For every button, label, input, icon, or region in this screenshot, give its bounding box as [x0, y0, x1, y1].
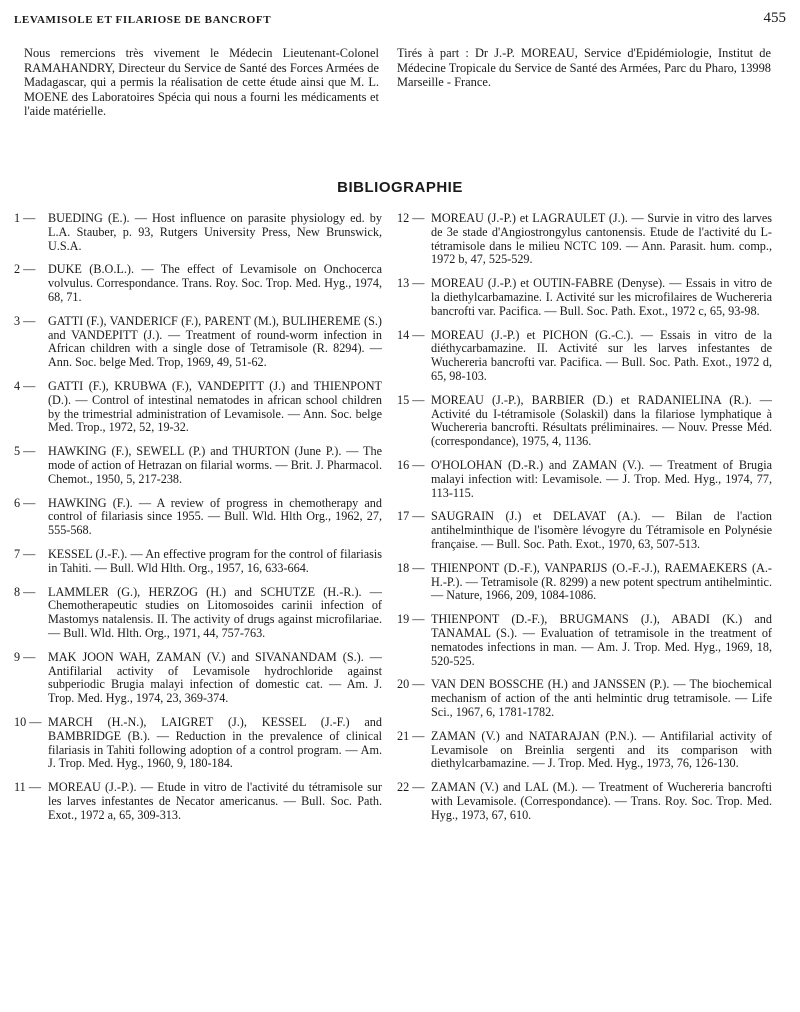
- reference-number: 19 —: [397, 612, 425, 627]
- reference-number: 20 —: [397, 677, 425, 692]
- reference-number: 22 —: [397, 780, 425, 795]
- reference-item: [14, 651, 382, 706]
- reference-item: [397, 781, 772, 822]
- reference-text: MARCH (H.-N.), LAIGRET (J.), KESSEL (J.-F.) and BAMBRIDGE (B.). — Reduction in the prevalence of clinical filariasis in Tahiti following adoption of a control program. — Am. J. Trop. Med. Hyg., 1960, 9, 180-184.: [48, 714, 382, 771]
- running-title: LEVAMISOLE ET FILARIOSE DE BANCROFT: [14, 14, 272, 26]
- reference-text: KESSEL (J.-F.). — An effective program for the control of filariasis in Tahiti. — Bull. Wld Hlth. Org., 1957, 16, 633-664.: [48, 546, 382, 575]
- reference-number: 4 —: [14, 378, 36, 393]
- reference-item: [397, 678, 772, 719]
- reference-text: MOREAU (J.-P.) et PICHON (G.-C.). — Essais in vitro de la diéthycarbamazine. II. Activité sur les larves infestantes de Wuchereria bancrofti var. Pacifica. — Bull. Soc. Path. Exot., 1972 d, 65, 98-103.: [431, 327, 772, 383]
- bibliography-heading: BIBLIOGRAPHIE: [337, 179, 463, 196]
- reference-number: 1 —: [14, 211, 36, 225]
- reference-item: [397, 459, 772, 500]
- reference-text: ZAMAN (V.) and LAL (M.). — Treatment of Wuchereria bancrofti with Levamisole. (Correspondance). — Trans. Roy. Soc. Trop. Med. Hyg., 1973, 67, 610.: [431, 780, 772, 822]
- reference-item: [14, 212, 382, 253]
- reference-number: 12 —: [397, 211, 425, 225]
- reference-text: MOREAU (J.-P.). — Etude in vitro de l'activité du tétramisole sur les larves infestantes de Necator americanus. — Bull. Soc. Path. Exot., 1972 a, 65, 309-313.: [48, 780, 382, 822]
- reprints-column: [397, 46, 771, 90]
- reference-item: [397, 562, 772, 603]
- reference-item: [14, 548, 382, 576]
- reference-number: 9 —: [14, 649, 36, 664]
- reference-item: [14, 315, 382, 370]
- reference-number: 13 —: [397, 276, 425, 291]
- reference-text: VAN DEN BOSSCHE (H.) and JANSSEN (P.). — The biochemical mechanism of action of the anti helmintic drug tetramisole. — Life Sci., 1967, 6, 1781-1782.: [431, 677, 772, 719]
- page-number: 455: [763, 10, 786, 26]
- reference-item: [14, 380, 382, 435]
- reference-text: DUKE (B.O.L.). — The effect of Levamisole on Onchocerca volvulus. Correspondance. Trans. Roy. Soc. Trop. Med. Hyg., 1974, 68, 71.: [48, 262, 382, 304]
- reference-text: ZAMAN (V.) and NATARAJAN (P.N.). — Antifilarial activity of Levamisole on Breinlia sergenti and its comparison with diethylcarbamazine. — J. Trop. Med. Hyg., 1973, 76, 126-130.: [431, 728, 772, 771]
- reference-text: O'HOLOHAN (D.-R.) and ZAMAN (V.). — Treatment of Brugia malayi infection witl: Levamisole. — J. Trop. Med. Hyg., 1974, 77, 113-115.: [431, 457, 772, 500]
- reference-number: 5 —: [14, 444, 36, 459]
- reference-item: [14, 716, 382, 771]
- reference-number: 17 —: [397, 509, 425, 524]
- reference-number: 16 —: [397, 457, 425, 472]
- reference-item: [14, 497, 382, 538]
- reference-number: 7 —: [14, 546, 36, 561]
- reference-text: MOREAU (J.-P.) et LAGRAULET (J.). — Survie in vitro des larves de 3e stade d'Angiostrongylus cantonensis. Etude de l'activité du L-tétramisole dans le milieu NCTC 109. — Ann. Parasit. hum. comp., 1972 b, 47, 525-529.: [431, 211, 772, 267]
- reference-number: 14 —: [397, 327, 425, 342]
- reference-text: MOREAU (J.-P.), BARBIER (D.) et RADANIELINA (R.). — Activité du I-tétramisole (Solaskil) dans la filariose lymphatique à Wuchereria bancrofti. Résultats préliminaires. — Nouv. Presse Méd. (correspondance), 1975, 4, 1136.: [431, 392, 772, 449]
- reference-number: 8 —: [14, 584, 36, 599]
- references-right-column: [397, 212, 772, 832]
- reference-text: HAWKING (F.). — A review of progress in chemotherapy and control of filariasis since 1955. — Bull. Wld. Hlth Org., 1962, 27, 555-568.: [48, 495, 382, 538]
- reference-text: HAWKING (F.), SEWELL (P.) and THURTON (June P.). — The mode of action of Hetrazan on filarial worms. — Brit. J. Pharmacol. Chemot., 1950, 5, 217-238.: [48, 444, 382, 486]
- reference-text: BUEDING (E.). — Host influence on parasite physiology ed. by L.A. Stauber, p. 93, Rutgers University Press, New Brunswick, U.S.A.: [48, 211, 382, 253]
- references-left-column: [14, 212, 382, 832]
- reference-item: [14, 781, 382, 822]
- reference-number: 11 —: [14, 780, 41, 795]
- reference-item: [14, 586, 382, 641]
- reference-number: 18 —: [397, 560, 425, 575]
- reference-item: [397, 394, 772, 449]
- reference-number: 15 —: [397, 392, 425, 407]
- reference-item: [397, 212, 772, 267]
- reference-text: LAMMLER (G.), HERZOG (H.) and SCHUTZE (H.-R.). — Chemotherapeutic studies on Litomosoides carinii infection of Mastomys natalensis. II. The activity of drugs against microfilariae. — Bull. Wld. Hlth. Org., 1971, 44, 757-763.: [48, 584, 382, 640]
- reference-item: [14, 445, 382, 486]
- reprints-paragraph: Tirés à part : Dr J.-P. MOREAU, Service d'Epidémiologie, Institut de Médecine Tropicale du Service de Santé des Armées, Parc du Pharo, 13998 Marseille - France.: [397, 46, 771, 90]
- reference-number: 6 —: [14, 495, 36, 510]
- reference-text: MAK JOON WAH, ZAMAN (V.) and SIVANANDAM (S.). — Antifilarial activity of Levamisole hydrochloride against subperiodic Brugia malayi infection of domestic cat. — Am. J. Trop. Med. Hyg., 1974, 23, 369-374.: [48, 649, 382, 706]
- reference-item: [397, 329, 772, 384]
- reference-item: [397, 730, 772, 771]
- reference-number: 21 —: [397, 728, 425, 743]
- reference-text: MOREAU (J.-P.) et OUTIN-FABRE (Denyse). — Essais in vitro de la diethylcarbamazine. I. Activité sur les microfilaires de Wuchereria bancrofti var. Pacifica. — Bull. Soc. Path. Exot., 1972 c, 65, 93-98.: [431, 276, 772, 318]
- reference-item: [397, 277, 772, 318]
- reference-number: 2 —: [14, 262, 36, 277]
- reference-text: THIENPONT (D.-F.), VANPARIJS (O.-F.-J.), RAEMAEKERS (A.-H.-P.). — Tetramisole (R. 8299) a new potent spectrum antihelmintic. — Nature, 1966, 209, 1084-1086.: [431, 560, 772, 603]
- acknowledgement-paragraph: Nous remercions très vivement le Médecin Lieutenant-Colonel RAMAHANDRY, Directeur du Service de Santé des Forces Armées de Madagascar, qui a permis la réalisation de cette étude ainsi que M. L. MOENE des Laboratoires Spécia qui nous a fourni les médicaments et l'aide matérielle.: [24, 46, 379, 119]
- reference-text: SAUGRAIN (J.) et DELAVAT (A.). — Bilan de l'action antihelminthique de l'isomère lévogyre du Tétramisole en Polynésie française. — Bull. Soc. Path. Exot., 1970, 63, 507-513.: [431, 509, 772, 551]
- acknowledgement-column: [24, 46, 379, 119]
- reference-number: 10 —: [14, 714, 42, 729]
- reference-text: GATTI (F.), VANDERICF (F.), PARENT (M.), BULIHEREME (S.) and VANDEPITT (J.). — Treatment of round-worm infection in African children with a single dose of Tetramisole (R. 8294). — Ann. Soc. belge Med. Trop, 1969, 49, 51-62.: [48, 313, 382, 370]
- reference-item: [397, 613, 772, 668]
- reference-text: GATTI (F.), KRUBWA (F.), VANDEPITT (J.) and THIENPONT (D.). — Control of intestinal nematodes in african school children by the trimestrial administration of Levamisole. — Ann. Soc. belge Med. Trop., 1972, 52, 19-32.: [48, 378, 382, 435]
- reference-number: 3 —: [14, 313, 36, 328]
- reference-text: THIENPONT (D.-F.), BRUGMANS (J.), ABADI (K.) and TANAMAL (S.). — Evaluation of tetramisole in the treatment of nematodes infections in man. — Am. J. Trop. Med. Hyg., 1969, 18, 520-525.: [431, 612, 772, 668]
- reference-item: [14, 263, 382, 304]
- reference-item: [397, 510, 772, 551]
